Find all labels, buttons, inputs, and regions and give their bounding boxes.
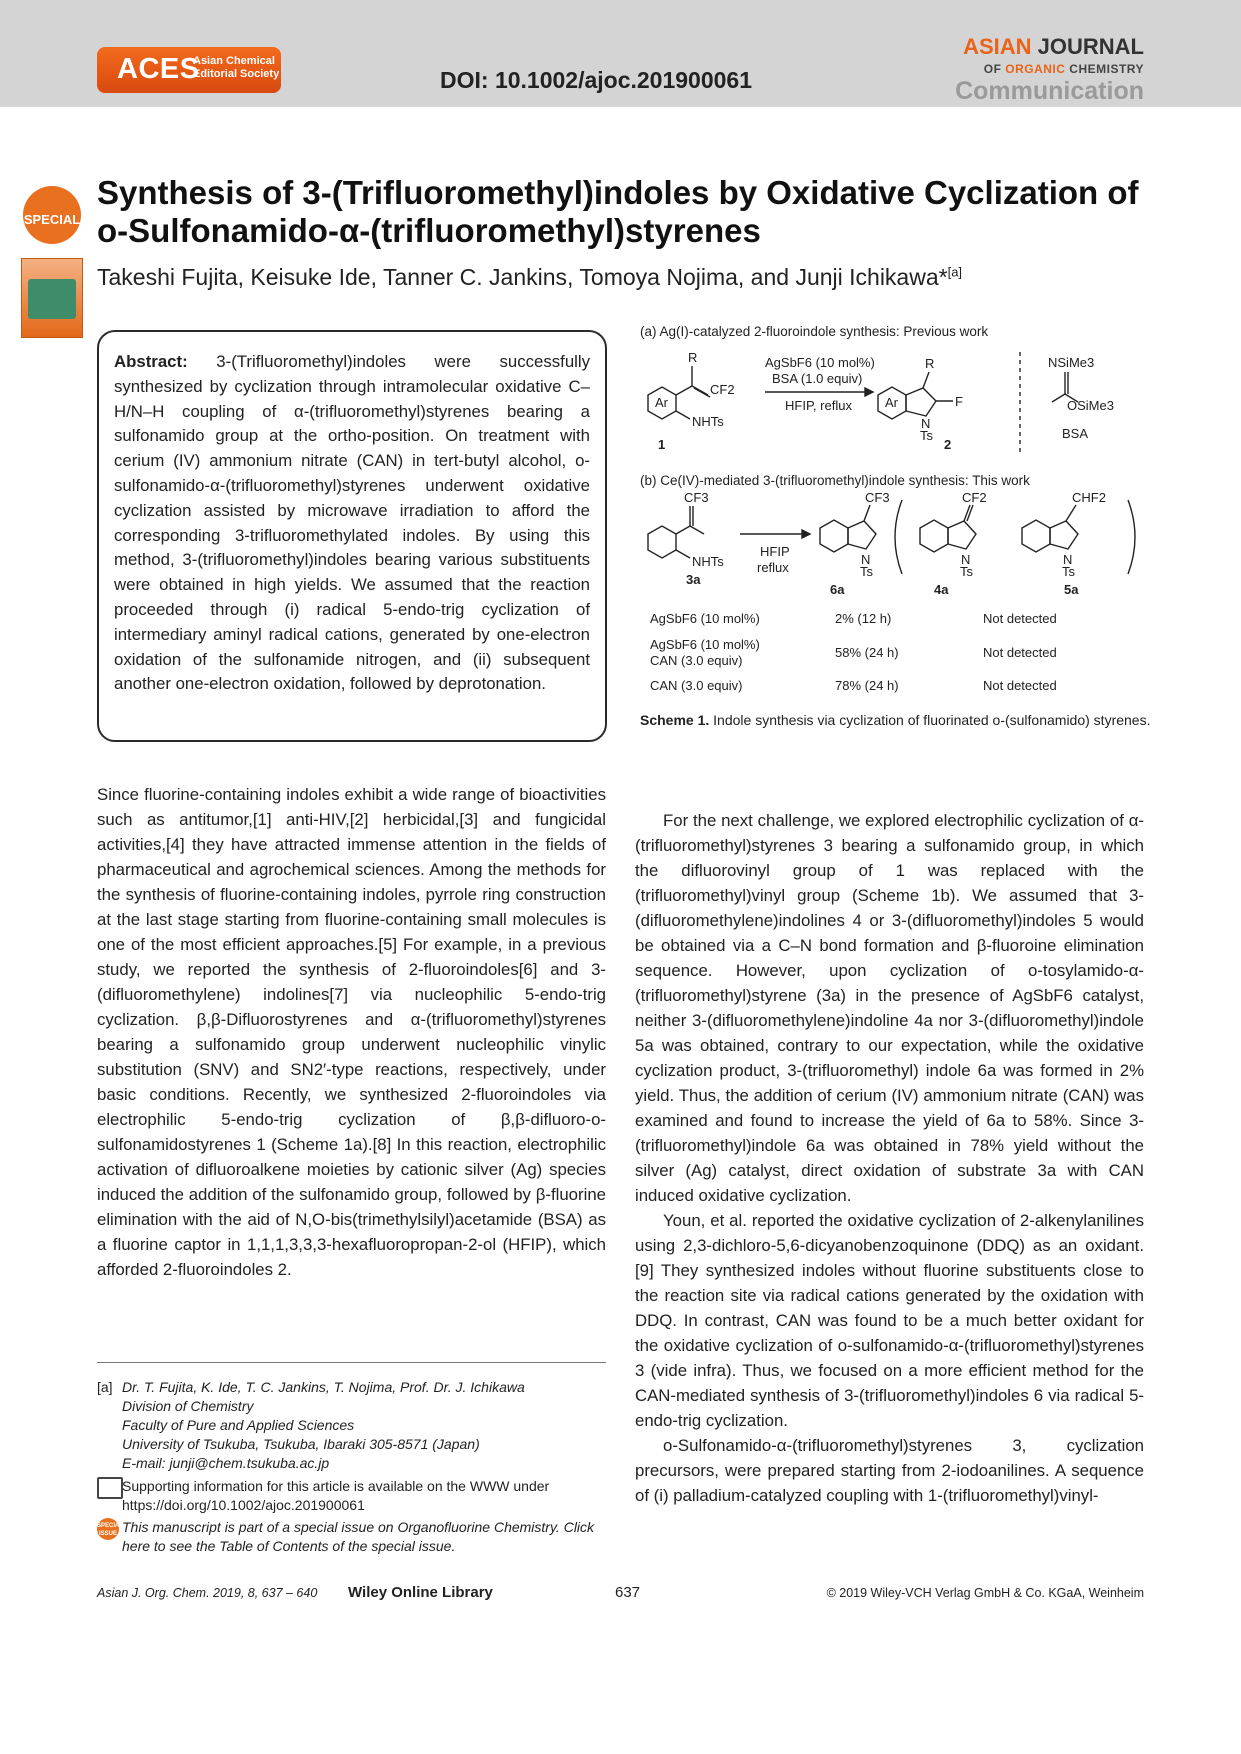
bsa-osime3: OSiMe3 — [1067, 398, 1114, 413]
computer-icon — [97, 1477, 123, 1499]
row2-yield: 58% (24 h) — [835, 645, 899, 660]
scheme-1 — [640, 322, 1150, 762]
special-issue-icon: SPECIAL ISSUE — [97, 1518, 119, 1540]
row2-condition-b: CAN (3.0 equiv) — [650, 653, 743, 668]
reagent-bsa: BSA (1.0 equiv) — [772, 371, 863, 386]
cond-reflux: reflux — [757, 560, 789, 575]
abstract-text: Abstract: 3-(Trifluoromethyl)indoles were successfully synthesized by cyclization through intramolecular oxidative C–H/N–H coupling of α-(trifluoromethyl)styrenes bearing a sulfonamido group at the ortho-position. On treatment with cerium (IV) ammonium nitrate (CAN) in tert-butyl alcohol, o-sulfonamido-α-(trifluoromethyl)styrenes underwent oxidative cyclization assisted by microwave irradiation to afford the corresponding 3-trifluoromethylated indoles. By using this method, 3-(trifluoromethyl)indoles bearing various substituents were obtained in high yields. We assumed that the reaction proceeded through (i) radical 5-endo-trig cyclization of intermediary aminyl radical cations, generated by one-electron oxidation of the sulfonamide nitrogen, and (ii) subsequent another one-electron oxidation, followed by deprotonation. — [114, 352, 590, 694]
row1-yield: 2% (12 h) — [835, 611, 892, 626]
benzene-ring-4a — [920, 520, 948, 552]
footer-citation: Asian J. Org. Chem. 2019, 8, 637 – 640 — [97, 1586, 318, 1600]
bsa-nsime3: NSiMe3 — [1048, 355, 1095, 370]
p5a-chf2: CHF2 — [1072, 490, 1106, 505]
article-title: Synthesis of 3-(Trifluoromethyl)indoles by Oxidative Cyclization of o-Sulfonamido-α-(trifluoromethyl)styrenes — [97, 174, 1139, 249]
sm1-compound-label: 1 — [658, 437, 666, 452]
p2-label-R: R — [925, 356, 935, 371]
body-paragraph: Youn, et al. reported the oxidative cyclization of 2-alkenylanilines using 2,3-dichloro-5,6-dicyanobenzoquinone (DDQ) as an oxidant.[9] They synthesized indoles without fluorine substituents close to the reaction site via radical cations generated by the oxidation with DDQ. In contrast, CAN was found to be a much better oxidant for the oxidative cyclization of o-sulfonamido-α-(trifluoromethyl)styrenes 3 (vide infra). Thus, we focused on a more efficient method for the CAN-mediated synthesis of 3-(trifluoromethyl)indoles 6 via radical 5-endo-trig cyclization. — [635, 1211, 1144, 1430]
body-paragraph: Since fluorine-containing indoles exhibit a wide range of bioactivities such as antitumor,[1] anti-HIV,[2] herbicidal,[3] and fungicidal activities,[4] they have attracted immense attention in the fields of pharmaceutical and agrochemical sciences. Among the methods for the synthesis of fluorine-containing indoles, pyrrole ring construction at the last stage starting from fluorine-containing small molecules is one of the most efficient approaches.[5] For example, in a previous study, we reported the synthesis of 2-fluoroindoles[6] and 3-(difluoromethylene) indolines[7] via nucleophilic 5-endo-trig cyclization. β,β-Difluorostyrenes and α-(trifluoromethyl)styrenes bearing a sulfonamido group underwent nucleophilic vinylic substitution (SNV) and SN2′-type reactions, respectively, under basic conditions. Recently, we synthesized 2-fluoroindoles via electrophilic 5-endo-trig cyclization of β,β-difluoro-o-sulfonamidostyrenes 1 (Scheme 1a).[8] In this reaction, electrophilic activation of difluoroalkene moieties by cationic silver (Ag) species induced the addition of the sulfonamido group, followed by β-fluorine elimination with the aid of N,O-bis(trimethylsilyl)acetamide (BSA) as a fluorine captor in 1,1,1,3,3,3-hexafluoropropan-2-ol (HFIP), which afforded 2-fluoroindoles 2. — [97, 785, 606, 1279]
sm1-label-CF2: CF2 — [710, 382, 735, 397]
aces-logo-text: ACES — [117, 53, 200, 85]
footnote-divider — [97, 1362, 606, 1363]
p2-label-Ts: Ts — [920, 428, 933, 443]
p6a-Ts: Ts — [860, 564, 873, 579]
affiliation-line: University of Tsukuba, Tsukuba, Ibaraki 305-8571 (Japan) — [122, 1436, 480, 1452]
p4a-Ts: Ts — [960, 564, 973, 579]
row1-condition: AgSbF6 (10 mol%) — [650, 611, 760, 626]
scheme-part-b-title: (b) Ce(IV)-mediated 3-(trifluoromethyl)indole synthesis: This work — [640, 473, 1030, 488]
affiliation-line: Dr. T. Fujita, K. Ide, T. C. Jankins, T. Nojima, Prof. Dr. J. Ichikawa — [122, 1379, 525, 1395]
row2-condition-a: AgSbF6 (10 mol%) — [650, 637, 760, 652]
abstract-box — [97, 330, 607, 742]
p5a-Ts: Ts — [1062, 564, 1075, 579]
bsa-label: BSA — [1062, 426, 1089, 441]
sm3a-nhts: NHTs — [692, 554, 724, 569]
scheme-part-a-title: (a) Ag(I)-catalyzed 2-fluoroindole synthesis: Previous work — [640, 324, 989, 339]
sm1-label-R: R — [688, 350, 698, 365]
p5a-compound-label: 5a — [1064, 582, 1079, 597]
wiley-online-library-link[interactable]: Wiley Online Library — [348, 1584, 493, 1601]
body-paragraph: For the next challenge, we explored electrophilic cyclization of α-(trifluoromethyl)styrenes 3 bearing a sulfonamido group, in which the difluorovinyl group of 1 was replaced with the (trifluoromethyl)vinyl group (Scheme 1b). We assumed that 3-(difluoromethylene)indolines 4 or 3-(difluoromethyl)indoles 5 would be obtained via a C–N bond formation and β-fluoroine elimination sequence. However, upon cyclization of o-tosylamido-α-(trifluoromethyl)styrene (3a) in the presence of AgSbF6 catalyst, neither 3-(difluoromethylene)indoline 4a nor 3-(difluoromethyl)indole 5a was obtained, contrary to our expectation, while the oxidative cyclization product, 3-(trifluoromethyl) indole 6a was formed in 2% yield. Thus, the addition of cerium (IV) ammonium nitrate (CAN) was examined and found to increase the yield of 6a to 58%. Since 3-(trifluoromethyl)indole 6a was obtained in 78% yield without the silver (Ag) catalyst, direct oxidation of substrate 3a with CAN induced oxidative cyclization. — [635, 811, 1144, 1205]
body-paragraph: o-Sulfonamido-α-(trifluoromethyl)styrenes 3, cyclization precursors, were prepared starting from 2-iodoanilines. A sequence of (i) palladium-catalyzed coupling with 1-(trifluoromethyl)vinyl- — [635, 1436, 1144, 1505]
benzene-ring-3a — [648, 526, 676, 558]
p2-label-N: N — [921, 416, 931, 431]
row3-other: Not detected — [983, 678, 1057, 693]
row1-other: Not detected — [983, 611, 1057, 626]
sm3a-compound-label: 3a — [686, 572, 701, 587]
row2-other: Not detected — [983, 645, 1057, 660]
page-footer — [97, 1584, 1144, 1604]
affiliation-email[interactable]: E-mail: junji@chem.tsukuba.ac.jp — [122, 1455, 330, 1471]
conditions-hfip-reflux: HFIP, reflux — [785, 398, 852, 413]
scheme-caption: Scheme 1. Indole synthesis via cyclization of fluorinated o-(sulfonamido) styrenes. — [640, 712, 1151, 728]
author-list: Takeshi Fujita, Keisuke Ide, Tanner C. Jankins, Tomoya Nojima, and Junji Ichikawa*[a] — [97, 264, 963, 290]
affiliation-line: Faculty of Pure and Applied Sciences — [122, 1417, 355, 1433]
row3-condition: CAN (3.0 equiv) — [650, 678, 743, 693]
p4a-N: N — [961, 552, 971, 567]
page-number: 637 — [615, 1584, 641, 1601]
sm1-label-Ar: Ar — [655, 395, 668, 410]
body-column-left — [97, 782, 606, 1282]
p2-label-F: F — [955, 394, 963, 409]
sm3a-cf3: CF3 — [684, 490, 709, 505]
p6a-N: N — [861, 552, 871, 567]
p5a-N: N — [1063, 552, 1073, 567]
article-type: Communication — [955, 77, 1144, 105]
journal-cover-thumbnail[interactable] — [21, 258, 83, 338]
doi[interactable]: DOI: 10.1002/ajoc.201900061 — [440, 67, 753, 93]
p2-compound-label: 2 — [944, 437, 952, 452]
journal-subname: OF ORGANIC CHEMISTRY — [983, 62, 1144, 76]
body-column-right — [635, 808, 1144, 1508]
aces-logo-subtitle: Asian Chemical Editorial Society — [193, 55, 280, 80]
p6a-compound-label: 6a — [830, 582, 845, 597]
benzene-ring-6a — [820, 520, 848, 552]
p4a-compound-label: 4a — [934, 582, 949, 597]
p4a-cf2: CF2 — [962, 490, 987, 505]
affiliation-line: Division of Chemistry — [122, 1398, 254, 1414]
cond-hfip: HFIP — [760, 544, 790, 559]
sm1-label-NHTs: NHTs — [692, 414, 724, 429]
benzene-ring-5a — [1022, 520, 1050, 552]
special-issue-badge[interactable]: SPECIAL — [23, 186, 81, 244]
aces-logo — [97, 47, 281, 93]
journal-name: ASIAN JOURNAL — [963, 34, 1144, 59]
row3-yield: 78% (24 h) — [835, 678, 899, 693]
p2-label-Ar: Ar — [885, 395, 898, 410]
copyright: © 2019 Wiley-VCH Verlag GmbH & Co. KGaA, Weinheim — [826, 1586, 1144, 1600]
reagent-agsbf6: AgSbF6 (10 mol%) — [765, 355, 875, 370]
p6a-cf3: CF3 — [865, 490, 890, 505]
